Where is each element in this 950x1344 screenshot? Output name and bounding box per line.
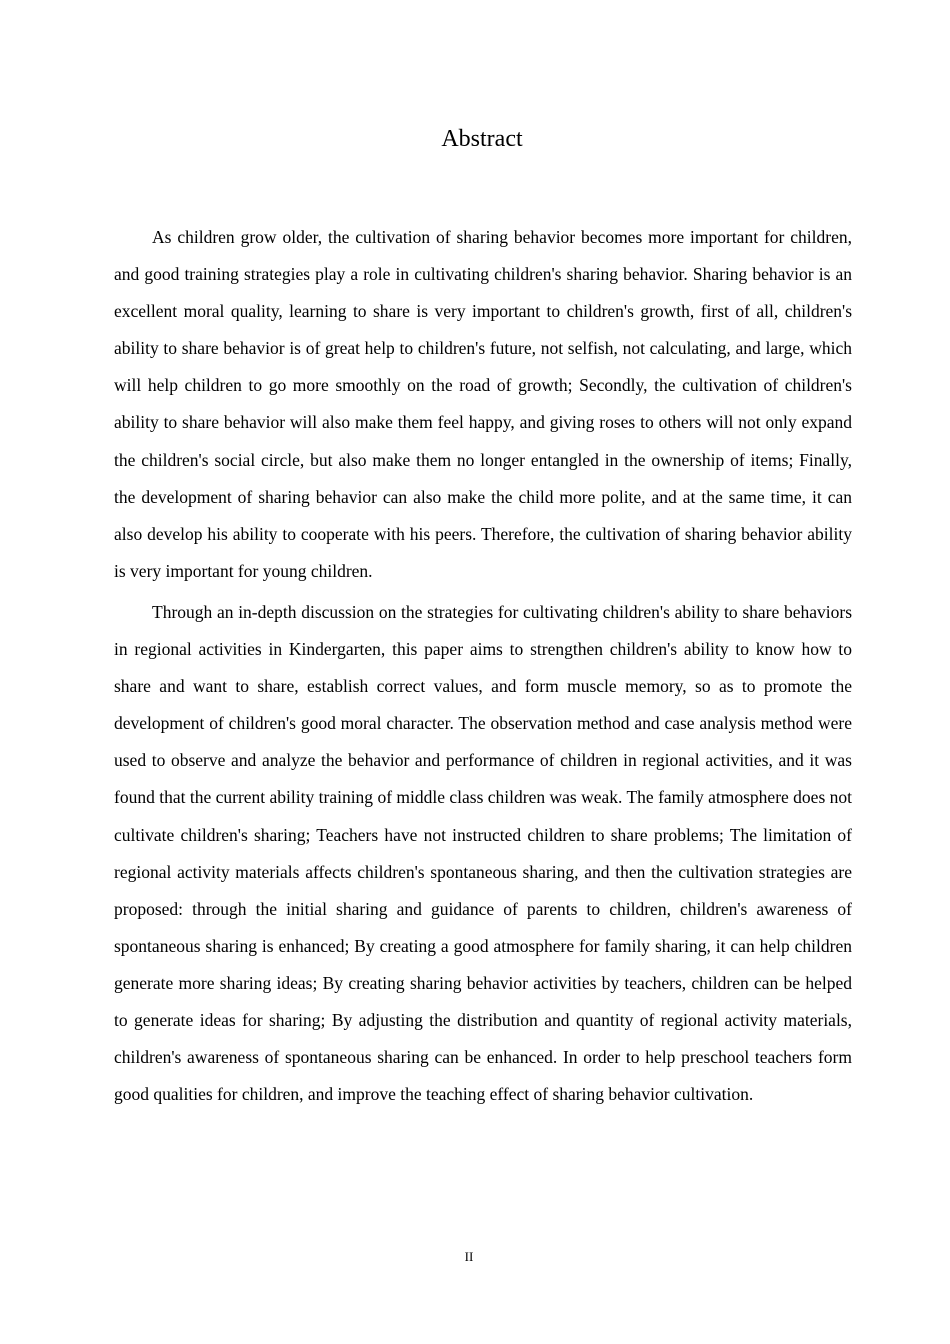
abstract-body — [114, 219, 852, 1113]
abstract-title: Abstract — [441, 126, 523, 152]
page-number: II — [464, 1249, 474, 1264]
abstract-paragraph-2: Through an in-depth discussion on the strategies for cultivating children's ability to share behaviors in regional activities in Kindergarten, this paper aims to strengthen children's ability to know how to share and want to share, establish correct values, and form muscle memory, so as to promote the development of children's good moral character. The observation method and case analysis method were used to observe and analyze the behavior and performance of children in regional activities, and it was found that the current ability training of middle class children was weak. The family atmosphere does not cultivate children's sharing; Teachers have not instructed children to share problems; The limitation of regional activity materials affects children's spontaneous sharing, and then the cultivation strategies are proposed: through the initial sharing and guidance of parents to children, children's awareness of spontaneous sharing is enhanced; By creating a good atmosphere for family sharing, it can help children generate more sharing ideas; By creating sharing behavior activities by teachers, children can be helped to generate ideas for sharing; By adjusting the distribution and quantity of regional activity materials, children's awareness of spontaneous sharing can be enhanced. In order to help preschool teachers form good qualities for children, and improve the teaching effect of sharing behavior cultivation. — [114, 601, 852, 1105]
abstract-paragraph-1: As children grow older, the cultivation of sharing behavior becomes more important for children, and good training strategies play a role in cultivating children's sharing behavior. Sharing behavior is an excellent moral quality, learning to share is very important to children's growth, first of all, children's ability to share behavior is of great help to children's future, not selfish, not calculating, and large, which will help children to go more smoothly on the road of growth; Secondly, the cultivation of children's ability to share behavior will also make them feel happy, and giving roses to others will not only expand the children's social circle, but also make them no longer entangled in the ownership of items; Finally, the development of sharing behavior can also make the child more polite, and at the same time, it can also develop his ability to cooperate with his peers. Therefore, the cultivation of sharing behavior ability is very important for young children. — [114, 227, 852, 581]
